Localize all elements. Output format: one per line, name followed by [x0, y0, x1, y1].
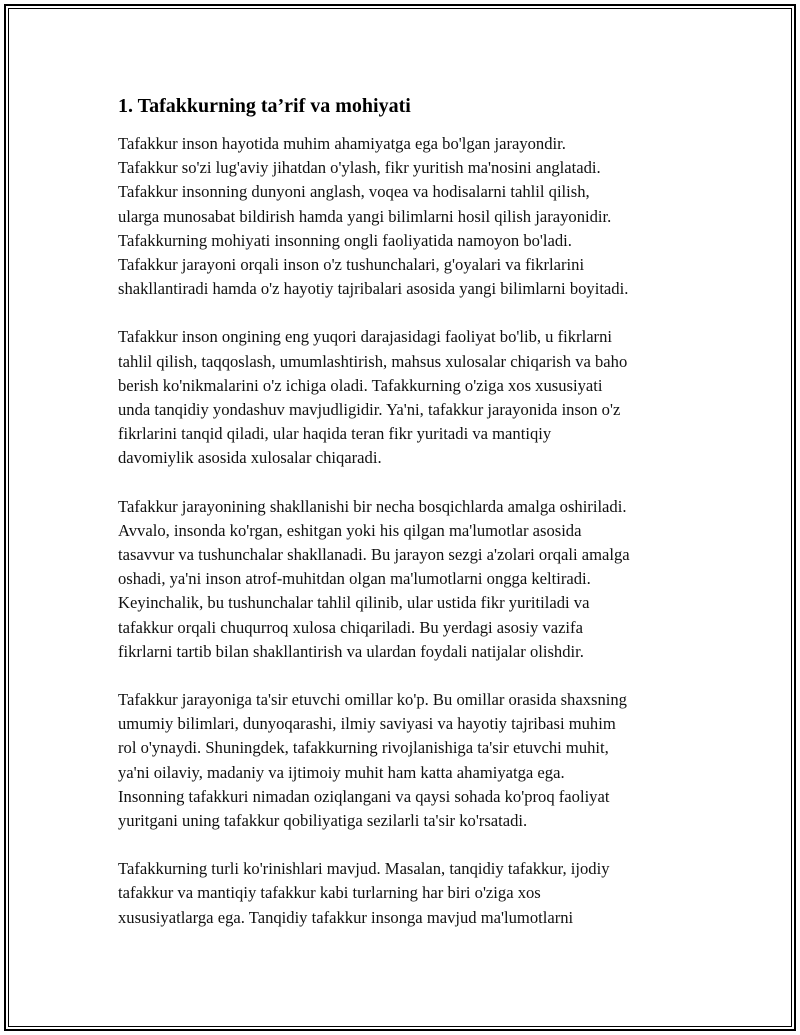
paragraph — [118, 325, 698, 470]
paragraph-list — [118, 132, 698, 930]
paragraph-line: Tafakkur inson ongining eng yuqori darajasidagi faoliyat bo'lib, u fikrlarni — [118, 327, 612, 347]
paragraph-line: Insonning tafakkuri nimadan oziqlangani va qaysi sohada ko'proq faoliyat — [118, 786, 610, 806]
paragraph-line: fikrlarni tartib bilan shakllantirish va ulardan foydali natijalar olishdir. — [118, 641, 584, 661]
document-body — [118, 94, 698, 954]
paragraph-line: shakllantiradi hamda o'z hayotiy tajribalari asosida yangi bilimlarni boyitadi. — [118, 279, 629, 299]
paragraph-line: Avvalo, insonda ko'rgan, eshitgan yoki his qilgan ma'lumotlar asosida — [118, 520, 582, 540]
paragraph-line: Tafakkur jarayoniga ta'sir etuvchi omillar ko'p. Bu omillar orasida shaxsning — [118, 690, 627, 710]
paragraph-line: tafakkur va mantiqiy tafakkur kabi turlarning har biri o'ziga xos — [118, 883, 541, 903]
paragraph-line: tafakkur orqali chuqurroq xulosa chiqariladi. Bu yerdagi asosiy vazifa — [118, 617, 583, 637]
paragraph-line: unda tanqidiy yondashuv mavjudligidir. Ya'ni, tafakkur jarayonida inson o'z — [118, 400, 621, 420]
paragraph-line: berish ko'nikmalarini o'z ichiga oladi. Tafakkurning o'ziga xos xususiyati — [118, 375, 603, 395]
paragraph-line: tasavvur va tushunchalar shakllanadi. Bu jarayon sezgi a'zolari orqali amalga — [118, 545, 630, 565]
paragraph-line: Tafakkur jarayoni orqali inson o'z tushunchalari, g'oyalari va fikrlarini — [118, 255, 585, 275]
paragraph-line: Keyinchalik, bu tushunchalar tahlil qilinib, ular ustida fikr yuritiladi va — [118, 593, 590, 613]
paragraph-line: ularga munosabat bildirish hamda yangi bilimlarni hosil qilish jarayonidir. — [118, 206, 612, 226]
paragraph-line: fikrlarini tanqid qiladi, ular haqida teran fikr yuritadi va mantiqiy — [118, 424, 552, 444]
paragraph-line: Tafakkur insonning dunyoni anglash, voqea va hodisalarni tahlil qilish, — [118, 182, 590, 202]
paragraph-line: Tafakkur inson hayotida muhim ahamiyatga ega bo'lgan jarayondir. — [118, 134, 566, 153]
paragraph — [118, 132, 698, 301]
paragraph-line: tahlil qilish, taqqoslash, umumlashtirish, mahsus xulosalar chiqarish va baho — [118, 351, 628, 371]
paragraph-line: yuritgani uning tafakkur qobiliyatiga sezilarli ta'sir ko'rsatadi. — [118, 811, 528, 831]
paragraph-line: umumiy bilimlari, dunyoqarashi, ilmiy saviyasi va hayotiy tajribasi muhim — [118, 714, 616, 734]
paragraph-line: Tafakkurning mohiyati insonning ongli faoliyatida namoyon bo'ladi. — [118, 230, 572, 250]
paragraph — [118, 495, 698, 664]
paragraph-line: ya'ni oilaviy, madaniy va ijtimoiy muhit ham katta ahamiyatga ega. — [118, 762, 565, 782]
paragraph-line: Tafakkurning turli ko'rinishlari mavjud. Masalan, tanqidiy tafakkur, ijodiy — [118, 859, 610, 879]
paragraph-line: Tafakkur so'zi lug'aviy jihatdan o'ylash, fikr yuritish ma'nosini anglatadi. — [118, 158, 601, 178]
paragraph-line: davomiylik asosida xulosalar chiqaradi. — [118, 448, 382, 468]
paragraph-line: rol o'ynaydi. Shuningdek, tafakkurning rivojlanishiga ta'sir etuvchi muhit, — [118, 738, 609, 758]
paragraph-line: oshadi, ya'ni inson atrof-muhitdan olgan ma'lumotlarni ongga keltiradi. — [118, 569, 591, 589]
paragraph-line: xususiyatlarga ega. Tanqidiy tafakkur insonga mavjud ma'lumotlarni — [118, 907, 574, 927]
paragraph — [118, 857, 698, 930]
section-heading: 1. Tafakkurning ta’rif va mohiyati — [118, 95, 411, 117]
paragraph — [118, 688, 698, 833]
paragraph-line: Tafakkur jarayonining shakllanishi bir necha bosqichlarda amalga oshiriladi. — [118, 496, 627, 516]
